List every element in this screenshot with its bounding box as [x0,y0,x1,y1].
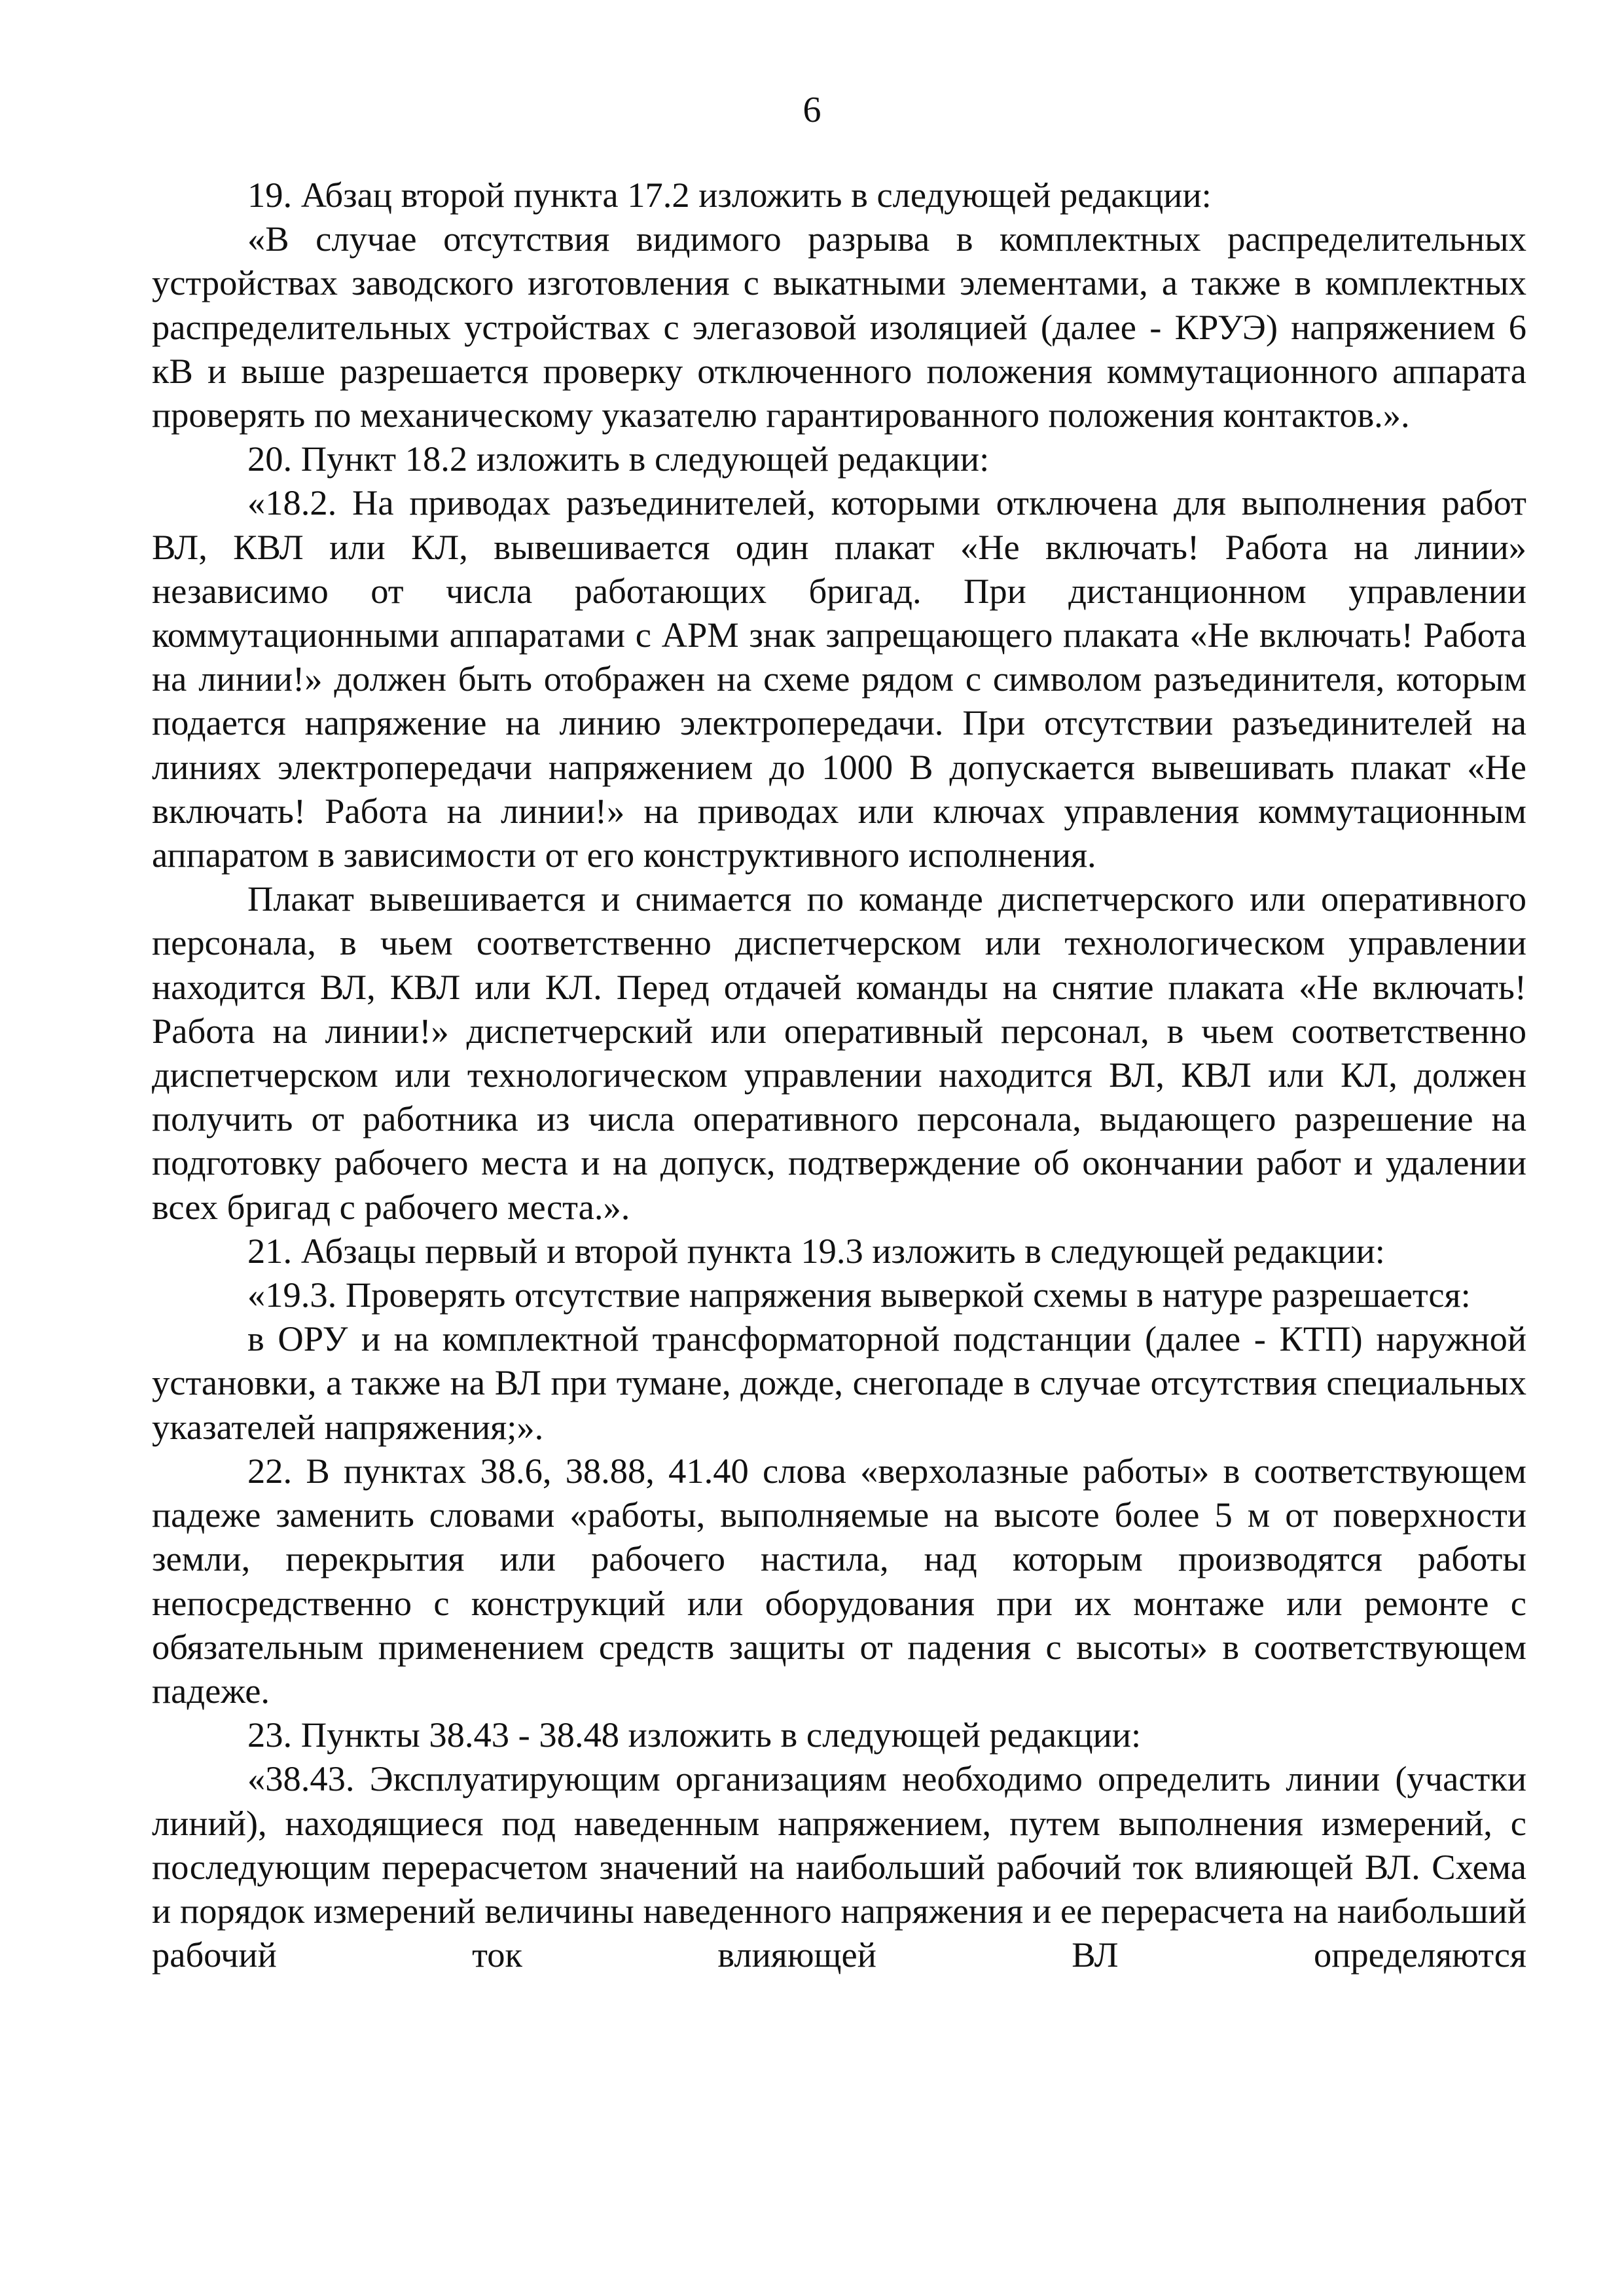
paragraph-quote-18-2: «18.2. На приводах разъединителей, которыми отключена для выполнения работ ВЛ, КВЛ или КЛ, вывешивается один плакат «Не включать! Работа на линии» независимо от числа работающих бригад. При дистанционном управлении коммутационными аппаратами с АРМ знак запрещающего плаката «Не включать! Работа на линии!» должен быть отображен на схеме рядом с символом разъединителя, которым подается напряжение на линию электропередачи. При отсутствии разъединителей на линиях электропередачи напряжением до 1000 В допускается вывешивать плакат «Не включать! Работа на линии!» на приводах или ключах управления коммутационным аппаратом в зависимости от его конструктивного исполнения. [152,483,1526,875]
paragraph-item-19-heading: 19. Абзац второй пункта 17.2 изложить в следующей редакции: [247,175,1212,215]
page-number: 6 [803,90,821,130]
paragraph-quote-17-2: «В случае отсутствия видимого разрыва в комплектных распределительных устройствах заводского изготовления с выкатными элементами, а также в комплектных распределительных устройствах с элегазовой изоляцией (далее - КРУЭ) напряжением 6 кВ и выше разрешается проверку отключенного положения коммутационного аппарата проверять по механическому указателю гарантированного положения контактов.». [152,219,1526,435]
document-body [152,173,1526,1977]
paragraph-oru-ktp: в ОРУ и на комплектной трансформаторной подстанции (далее - КТП) наружной установки, а также на ВЛ при тумане, дожде, снегопаде в случае отсутствия специальных указателей напряжения;». [152,1319,1526,1447]
paragraph-item-20-heading: 20. Пункт 18.2 изложить в следующей редакции: [247,439,990,479]
paragraph-item-21-heading: 21. Абзацы первый и второй пункта 19.3 изложить в следующей редакции: [247,1230,1385,1271]
paragraph-poster-rules: Плакат вывешивается и снимается по команде диспетчерского или оперативного персонала, в чьем соответственно диспетчерском или технологическом управлении находится ВЛ, КВЛ или КЛ. Перед отдачей команды на снятие плаката «Не включать! Работа на линии!» диспетчерский или оперативный персонал, в чьем соответственно диспетчерском или технологическом управлении находится ВЛ, КВЛ или КЛ, должен получить от работника из числа оперативного персонала, выдающего разрешение на подготовку рабочего места и на допуск, подтверждение об окончании работ и удалении всех бригад с рабочего места.». [152,879,1526,1227]
paragraph-item-22: 22. В пунктах 38.6, 38.88, 41.40 слова «верхолазные работы» в соответствующем падеже заменить словами «работы, выполняемые на высоте более 5 м от поверхности земли, перекрытия или рабочего настила, над которым производятся работы непосредственно с конструкций или оборудования при их монтаже или ремонте с обязательным применением средств защиты от падения с высоты» в соответствующем падеже. [152,1450,1526,1711]
paragraph-quote-19-3: «19.3. Проверять отсутствие напряжения выверкой схемы в натуре разрешается: [247,1275,1471,1315]
paragraph-item-23-heading: 23. Пункты 38.43 - 38.48 изложить в следующей редакции: [247,1715,1142,1755]
paragraph-quote-38-43: «38.43. Эксплуатирующим организациям необходимо определить линии (участки линий), находящиеся под наведенным напряжением, путем выполнения измерений, с последующим перерасчетом значений на наибольший рабочий ток влияющей ВЛ. Схема и порядок измерений величины наведенного напряжения и ее перерасчета на наибольший рабочий ток влияющей ВЛ определяются [152,1758,1526,1975]
